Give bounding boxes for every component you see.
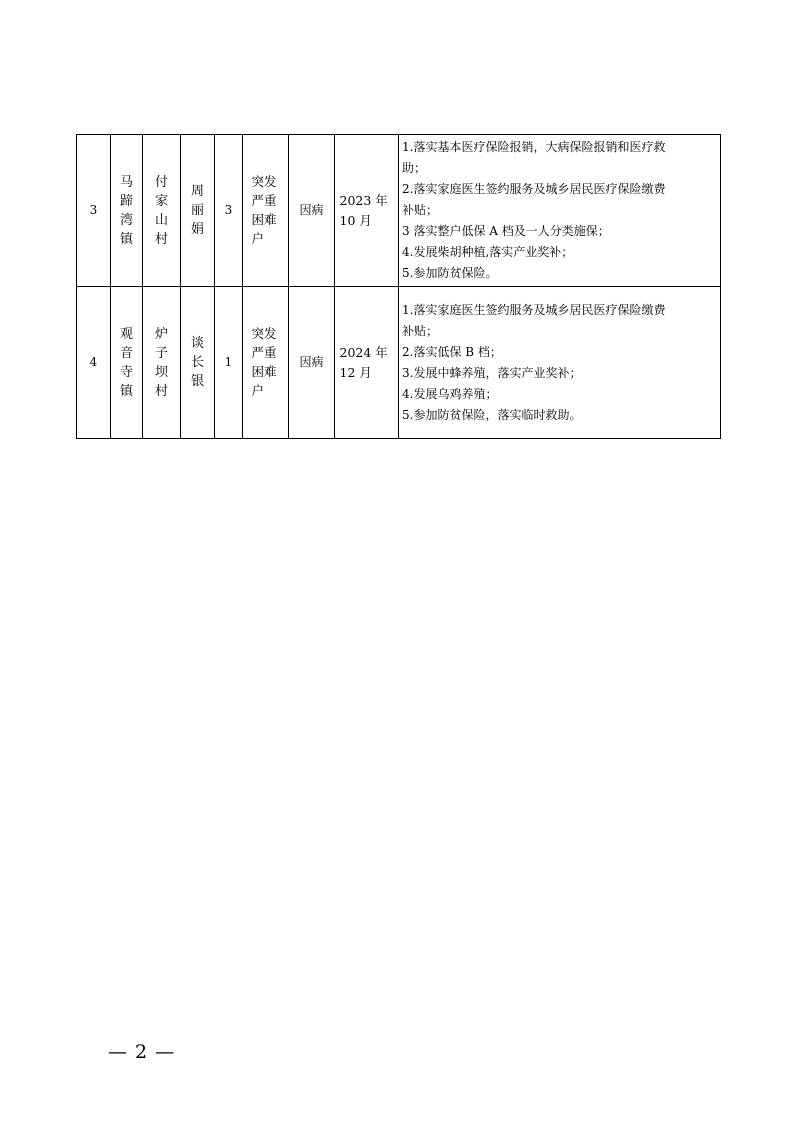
cell-date [335, 287, 399, 439]
cell-index: 3 [77, 135, 111, 287]
measure-line: 2.落实家庭医生签约服务及城乡居民医疗保险缴费 [402, 182, 666, 196]
measure-line: 补贴； [402, 323, 439, 338]
measure-line: 4.发展乌鸡养殖； [402, 386, 498, 401]
cell-village: 付家山村 [143, 135, 181, 287]
measure-line: 5.参加防贫保险。 [402, 266, 498, 280]
cell-members: 1 [215, 287, 243, 439]
measure-line: 2.落实低保 B 档； [402, 344, 502, 359]
table-row [77, 287, 721, 439]
date-text: 2023 年 10 月 [339, 192, 388, 228]
measure-line: 3 落实整户低保 A 档及一人分类施保； [402, 224, 610, 238]
cell-cause: 因病 [289, 287, 335, 439]
measure-line: 5.参加防贫保险，落实临时救助。 [402, 407, 582, 422]
cell-index: 4 [77, 287, 111, 439]
cell-type: 突发严重困难户 [243, 287, 289, 439]
records-table [76, 134, 721, 439]
cell-cause: 因病 [289, 135, 335, 287]
measure-line: 助； [402, 161, 427, 175]
measure-line: 3.发展中蜂养殖，落实产业奖补； [402, 365, 582, 380]
cell-village: 炉子坝村 [143, 287, 181, 439]
cell-town: 马蹄湾镇 [111, 135, 143, 287]
cell-town: 观音寺镇 [111, 287, 143, 439]
cell-date [335, 135, 399, 287]
date-text: 2024 年 12 月 [339, 344, 388, 380]
cell-type: 突发严重困难户 [243, 135, 289, 287]
cell-members: 3 [215, 135, 243, 287]
measure-line: 1.落实家庭医生签约服务及城乡居民医疗保险缴费 [402, 302, 666, 317]
cell-name: 谈长银 [181, 287, 215, 439]
measure-line: 1.落实基本医疗保险报销，大病保险报销和医疗救 [402, 140, 666, 154]
cell-name: 周丽娟 [181, 135, 215, 287]
cell-measures [399, 135, 721, 287]
measure-line: 补贴； [402, 203, 439, 217]
cell-measures [399, 287, 721, 439]
measure-line: 4.发展柴胡种植,落实产业奖补； [402, 245, 574, 259]
page-number: — 2 — [108, 1041, 176, 1063]
table-row [77, 135, 721, 287]
